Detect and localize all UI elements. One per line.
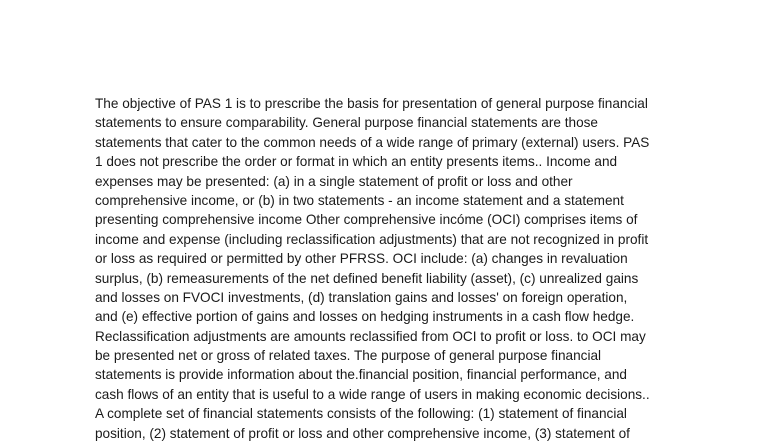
text-line: comprehensive income, or (b) in two statements - an income statement and a statement [95,192,624,208]
text-line: Reclassification adjustments are amounts reclassified from OCI to profit or loss. to OCI may [95,328,646,344]
text-line: statements to ensure comparability. General purpose financial statements are those [95,115,598,131]
text-line: income and expense (including reclassification adjustments) that are not recognized in profit [95,231,649,247]
body-paragraph [95,94,705,441]
text-line: 1 does not prescribe the order or format in which an entity presents items.. Income and [95,154,618,170]
text-line: and losses on FVOCI investments, (d) translation gains and losses' on foreign operation, [95,289,628,305]
text-line: The objective of PAS 1 is to prescribe the basis for presentation of general purpose financial [95,96,648,111]
text-line: cash flows of an entity that is useful to a wide range of users in making economic decisions.. [95,386,650,402]
text-line: presenting comprehensive income Other comprehensive incóme (OCI) comprises items of [95,212,638,228]
text-line: statements is provide information about the.financial position, financial performance, and [95,367,627,383]
text-line: or loss as required or permitted by other PFRSS. OCI include: (a) changes in revaluation [95,251,628,267]
text-line: surplus, (b) remeasurements of the net defined benefit liability (asset), (c) unrealized gains [95,270,639,286]
text-line: A complete set of financial statements consists of the following: (1) statement of financial [95,406,627,422]
text-line: expenses may be presented: (a) in a single statement of profit or loss and other [95,173,573,189]
text-line: and (e) effective portion of gains and losses on hedging instruments in a cash flow hedge. [95,309,635,325]
text-line: be presented net or gross of related taxes. The purpose of general purpose financial [95,348,602,364]
text-line: position, (2) statement of profit or loss and other comprehensive income, (3) statement of [95,425,630,441]
text-line: statements that cater to the common needs of a wide range of primary (external) users. PAS [95,134,650,150]
